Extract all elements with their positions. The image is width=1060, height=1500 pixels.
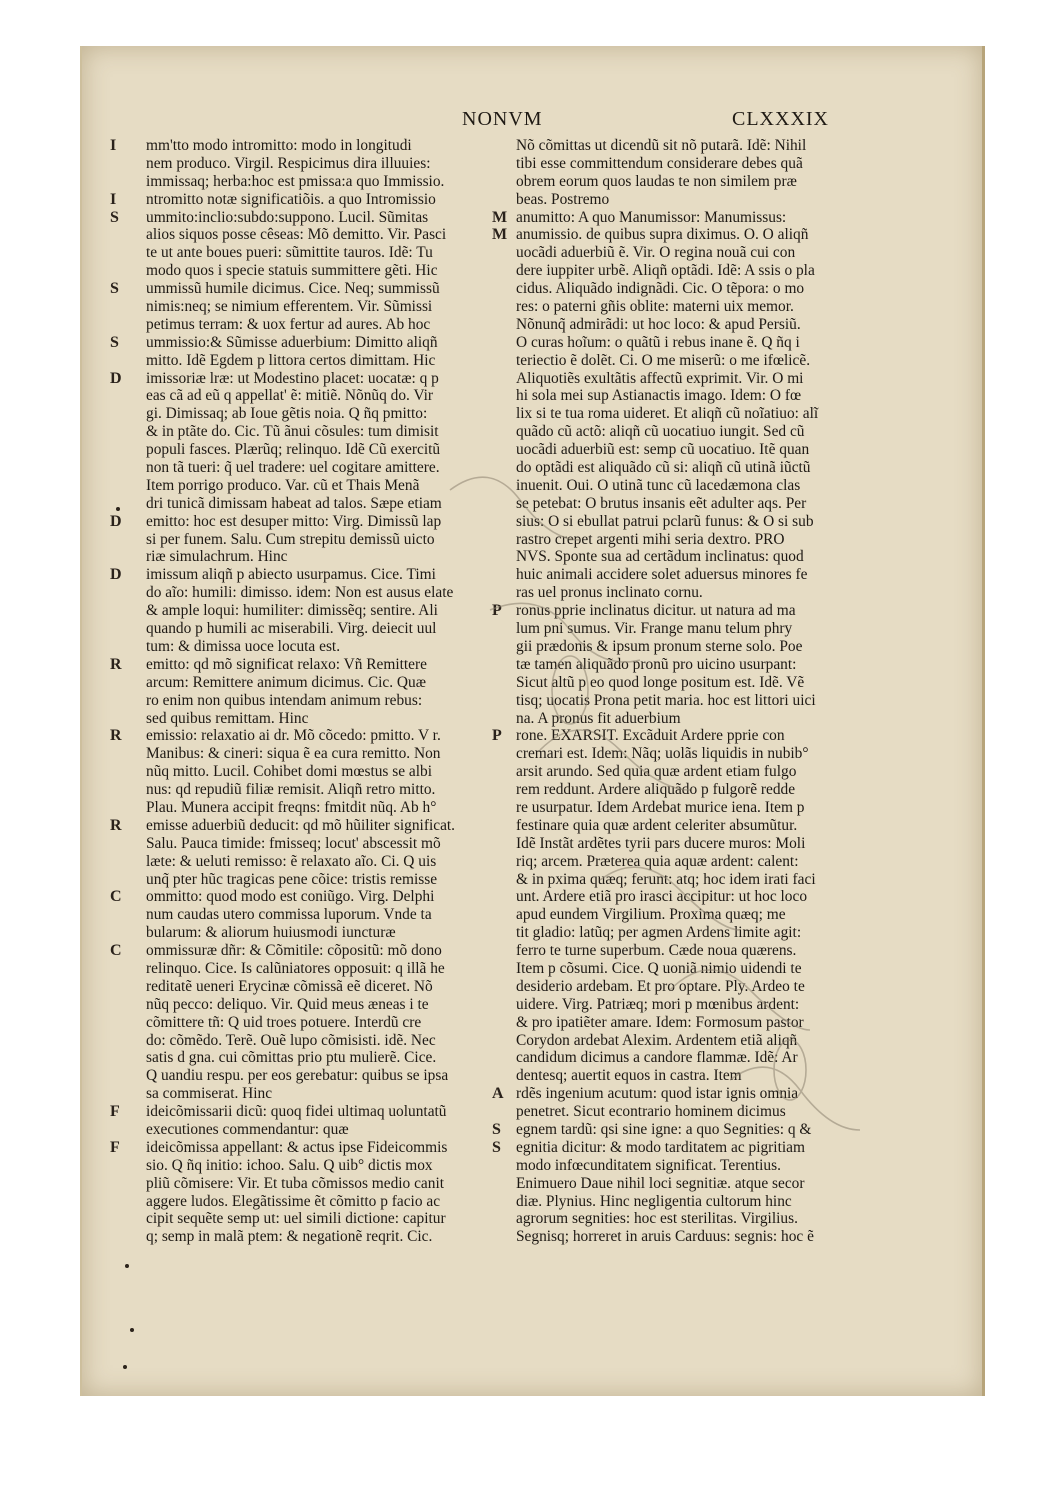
text-line	[110, 191, 495, 209]
text-line	[110, 781, 495, 799]
text-line	[492, 209, 852, 227]
text-line	[492, 244, 852, 262]
line-text: Aliquotiẽs exultãtis affectũ exprimit. Vir. O mi	[516, 369, 804, 387]
text-line	[110, 960, 495, 978]
line-text: reditatẽ ueneri Erycinæ cõmissã eẽ diceret. Nõ	[146, 977, 433, 995]
text-line	[110, 727, 495, 745]
text-line	[110, 316, 495, 334]
line-text: do: cõmẽdo. Terẽ. Ouẽ lupo cõmisisti. idẽ. Nec	[146, 1031, 436, 1049]
line-text: gii prædonis & ipsum pronum sterne solo. Poe	[516, 637, 803, 655]
text-line	[110, 1014, 495, 1032]
line-text: eas cã ad eũ q appellat' ẽ: mitiẽ. Nõnũq do. Vir	[146, 387, 434, 405]
text-line	[492, 871, 852, 889]
line-text: pliũ cõmisere: Vir. Et tuba cõmissos medio canit	[146, 1174, 445, 1192]
line-text: & in ptãte do. Cic. Tũ ãnui cõsules: tum dimisit	[146, 423, 439, 441]
initial-letter: R	[110, 727, 122, 745]
line-text: do aĩo: humili: dimisso. idem: Non est ausus elate	[146, 584, 454, 602]
line-text: q; semp in malã ptem: & negationẽ reqrit. Cic.	[146, 1228, 433, 1246]
line-text: Item p cõsumi. Cice. Q uoniã nimio uidendi te	[516, 959, 802, 977]
text-line	[492, 1210, 852, 1228]
text-line	[492, 477, 852, 495]
line-text: gi. Dimissaq; ab Ioue gẽtis noia. Q ñq pmitto:	[146, 405, 428, 423]
line-text: Item porrigo produco. Var. cũ et Thais Menã	[146, 476, 420, 494]
initial-letter: S	[110, 208, 119, 226]
text-line	[492, 370, 852, 388]
line-text: cremari est. Idem: Nãq; uolãs liquidis in nubib°	[516, 745, 809, 763]
text-line	[110, 1139, 495, 1157]
text-line	[110, 387, 495, 405]
line-text: modo infœcunditatem significat. Terentius.	[516, 1156, 781, 1174]
text-line	[110, 1228, 495, 1246]
line-text: hi sola mei sup Astianactis imago. Idem: O fœ	[516, 387, 802, 405]
initial-letter: C	[110, 942, 122, 960]
line-text: lix si te tua roma uideret. Et aliqñ cũ noĩatiuo: alĩ	[516, 405, 819, 423]
running-title: NONVM	[462, 108, 543, 130]
text-line	[492, 137, 852, 155]
text-line	[492, 352, 852, 370]
line-text: dri tunicã dimissam habeat ad talos. Sæpe etiam	[146, 494, 442, 512]
line-text: Q uandiu respu. per eos gerebatur: quibus se ipsa	[146, 1067, 449, 1085]
line-text: mitto. Idẽ Egdem p littora certos dimittam. Hic	[146, 351, 436, 369]
text-line	[110, 441, 495, 459]
line-text: NVS. Sponte sua ad certãdum inclinatus: quod	[516, 548, 804, 566]
text-line	[492, 584, 852, 602]
line-text: festinare quia quæ ardent celeriter absumũtur.	[516, 816, 798, 834]
line-text: tit gladio: latũq; per agmen Ardens limite agit:	[516, 924, 802, 942]
line-text: nũq pecco: deliquo. Vir. Quid meus æneas i te	[146, 995, 429, 1013]
line-text: ummissio:& Sũmisse aduerbium: Dimitto aliqñ	[146, 333, 438, 351]
line-text: imissum aliqñ p abiecto usurpamus. Cice. Timi	[146, 566, 436, 584]
line-text: nũq mitto. Lucil. Cohibet domi mœstus se albi	[146, 763, 432, 781]
line-text: ummito:inclio:subdo:suppono. Lucil. Sũmitas	[146, 208, 429, 226]
initial-letter: D	[110, 566, 122, 584]
text-line	[492, 566, 852, 584]
line-text: ronus pprie inclinatus dicitur. ut natura ad ma	[516, 602, 796, 620]
text-line	[110, 459, 495, 477]
line-text: se petebat: O brutus insanis eẽt adulter aqs. Per	[516, 494, 807, 512]
line-text: relinquo. Cice. Is calũniatores opposuit: q illã he	[146, 959, 445, 977]
margin-mark	[125, 1264, 129, 1268]
text-line	[110, 226, 495, 244]
line-text: uidere. Virg. Patriæq; mori p mœnibus ardent:	[516, 995, 800, 1013]
line-text: emisse aduerbiũ deducit: qd mõ hũiliter significat.	[146, 816, 456, 834]
left-column	[110, 137, 495, 1246]
text-line	[492, 226, 852, 244]
text-line	[110, 674, 495, 692]
text-line	[110, 1103, 495, 1121]
text-line	[110, 1032, 495, 1050]
initial-letter: F	[110, 1138, 120, 1156]
margin-mark	[116, 507, 120, 511]
text-line	[492, 710, 852, 728]
text-line	[492, 441, 852, 459]
text-line	[492, 799, 852, 817]
text-line	[110, 906, 495, 924]
line-text: emissio: relaxatio ai dr. Mõ cõcedo: pmitto. V r.	[146, 727, 441, 745]
line-text: ro enim non quibus intendam animum rebus:	[146, 691, 423, 709]
line-text: do optãdi est aliquãdo cũ si: aliqñ cũ utinã iũctũ	[516, 459, 811, 477]
line-text: cidus. Aliquãdo indignãdi. Cic. O tẽpora: o mo	[516, 280, 805, 298]
text-line	[492, 495, 852, 513]
line-text: mm'tto modo intromitto: modo in longitudi	[146, 137, 412, 154]
line-text: ntromitto notæ significatiõis. a quo Intromissio	[146, 190, 436, 208]
text-line	[110, 262, 495, 280]
text-line	[110, 620, 495, 638]
text-line	[110, 1085, 495, 1103]
text-line	[492, 1157, 852, 1175]
text-line	[492, 674, 852, 692]
line-text: emitto: hoc est desuper mitto: Virg. Dimissũ lap	[146, 512, 442, 530]
text-line	[492, 1139, 852, 1157]
text-line	[110, 1157, 495, 1175]
line-text: nus: qd repudiũ filiæ remisit. Aliqñ retro mitto.	[146, 781, 436, 799]
line-text: aggere ludos. Elegãtissime ẽt cõmitto p facio ac	[146, 1192, 441, 1210]
line-text: obrem eorum quos laudas te non similem præ	[516, 172, 797, 190]
text-line	[492, 638, 852, 656]
line-text: res: o paterni gñis oblite: materni uix memor.	[516, 298, 794, 316]
text-line	[110, 799, 495, 817]
text-line	[492, 1121, 852, 1139]
text-line	[110, 137, 495, 155]
line-text: alios siquos posse cêseas: Mõ demitto. Vir. Pasci	[146, 226, 447, 244]
line-text: Sicut altũ p eo quod longe positum est. Idẽ. Vẽ	[516, 673, 805, 691]
text-line	[110, 888, 495, 906]
text-line	[110, 996, 495, 1014]
line-text: quãdo cũ actõ: aliqñ cũ uocatiuo iungit. Sed cũ	[516, 423, 805, 441]
line-text: rone. EXARSIT. Excãduit Ardere pprie con	[516, 727, 785, 745]
text-line	[110, 853, 495, 871]
initial-letter: R	[110, 816, 122, 834]
line-text: arcum: Remittere animum dicimus. Cic. Quæ	[146, 673, 426, 691]
text-line	[110, 602, 495, 620]
line-text: diæ. Plynius. Hinc negligentia cultorum hinc	[516, 1192, 792, 1210]
text-line	[110, 423, 495, 441]
line-text: sius: O si ebullat patrui pclarũ funus: & O si sub	[516, 512, 814, 530]
line-text: cõmittere tñ: Q uid troes potuere. Interdũ cre	[146, 1013, 422, 1031]
line-text: nem produco. Virgil. Respicimus dira illuuies:	[146, 154, 431, 172]
line-text: læte: & ueluti remisso: ẽ relaxato aĩo. Ci. Q uis	[146, 852, 437, 870]
text-line	[492, 1032, 852, 1050]
line-text: ommissuræ dñr: & Cõmitile: cõpositũ: mõ dono	[146, 942, 442, 960]
text-line	[492, 602, 852, 620]
line-text: cipit sequẽte semp ut: uel simili dictione: capitur	[146, 1210, 446, 1228]
text-line	[492, 405, 852, 423]
line-text: rem reddunt. Ardere aliquãdo p fulgorẽ redde	[516, 781, 796, 799]
line-text: Corydon ardebat Alexim. Ardentem etiã aliqñ	[516, 1031, 798, 1049]
line-text: immissaq; herba:hoc est pmissa:a quo Immissio.	[146, 172, 445, 190]
text-line	[492, 1103, 852, 1121]
line-text: num caudas utero commissa luporum. Vnde ta	[146, 906, 432, 924]
text-line	[110, 513, 495, 531]
text-line	[110, 638, 495, 656]
text-line	[492, 960, 852, 978]
text-line	[110, 763, 495, 781]
line-text: rastro crepet argenti mihi seria dextro. PRO	[516, 530, 785, 548]
line-text: egnem tardũ: qsi sine igne: a quo Segnities: q &	[516, 1120, 812, 1138]
right-column	[492, 137, 852, 1246]
text-line	[110, 477, 495, 495]
text-line	[110, 405, 495, 423]
text-line	[492, 387, 852, 405]
line-text: ferro te turne superbum. Cæde noua quærens.	[516, 942, 797, 960]
text-line	[492, 316, 852, 334]
line-text: sio. Q ñq initio: ichoo. Salu. Q uib° dictis mox	[146, 1156, 433, 1174]
text-line	[110, 334, 495, 352]
text-line	[492, 459, 852, 477]
line-text: ummissũ humile dicimus. Cice. Neq; summissũ	[146, 280, 440, 298]
line-text: Manibus: & cineri: siqua ẽ ea cura remitto. Non	[146, 745, 441, 763]
text-line	[110, 692, 495, 710]
text-line	[492, 531, 852, 549]
text-line	[110, 835, 495, 853]
text-line	[110, 710, 495, 728]
line-text: inuenit. Oui. O utinã tunc cũ lacedæmona clas	[516, 476, 801, 494]
line-text: anumissio. de quibus supra diximus. O. O aliqñ	[516, 226, 809, 244]
line-text: tæ tamen aliquãdo pronũ pro uicino usurpant:	[516, 655, 797, 673]
text-line	[492, 924, 852, 942]
text-line	[492, 1049, 852, 1067]
initial-letter: S	[110, 333, 119, 351]
text-line	[110, 656, 495, 674]
text-line	[110, 817, 495, 835]
line-text: candidum dicimus a candore flammæ. Idẽ: Ar	[516, 1049, 798, 1067]
text-line	[110, 495, 495, 513]
line-text: ras uel pronus inclinato cornu.	[516, 584, 703, 602]
line-text: egnitia dicitur: & modo tarditatem ac pigritiam	[516, 1138, 805, 1156]
line-text: tisq; uocatis Prona petit maria. hoc est littori uici	[516, 691, 816, 709]
line-text: tibi esse committendum considerare debes quã	[516, 154, 803, 172]
text-line	[492, 155, 852, 173]
text-line	[110, 209, 495, 227]
initial-letter: F	[110, 1103, 120, 1121]
line-text: dere iuppiter urbẽ. Aliqñ optãdi. Idẽ: A ssis o pla	[516, 262, 815, 280]
text-line	[110, 871, 495, 889]
text-line	[492, 942, 852, 960]
line-text: dentesq; auertit equos in castra. Item	[516, 1067, 742, 1085]
text-line	[110, 155, 495, 173]
text-line	[492, 835, 852, 853]
line-text: nimis:neq; se nimium efferentem. Vir. Sũmissi	[146, 298, 433, 316]
text-line	[110, 1193, 495, 1211]
line-text: anumitto: A quo Manumissor: Manumissus:	[516, 208, 787, 226]
line-text: bularum: & aliorum huiusmodi iuncturæ	[146, 924, 396, 942]
text-line	[492, 1014, 852, 1032]
text-line	[492, 1228, 852, 1246]
text-line	[492, 763, 852, 781]
text-line	[110, 1210, 495, 1228]
initial-letter: D	[110, 512, 122, 530]
line-text: Segnisq; horreret in aruis Carduus: segnis: hoc ẽ	[516, 1228, 814, 1246]
text-line	[110, 1175, 495, 1193]
text-line	[492, 280, 852, 298]
initial-letter: M	[492, 226, 508, 244]
line-text: Plau. Munera accipit freqns: fmitdit nũq. Ab h°	[146, 798, 437, 816]
initial-letter: R	[110, 655, 122, 673]
text-line	[492, 1175, 852, 1193]
initial-letter: S	[492, 1120, 501, 1138]
text-line	[110, 298, 495, 316]
line-text: ideicõmissarii dicũ: quoq fidei ultimaq uoluntatũ	[146, 1103, 447, 1121]
text-line	[492, 656, 852, 674]
line-text: & in pxima quæq; ferunt: atq; hoc idem irati faci	[516, 870, 816, 888]
line-text: satis d gna. cui cõmittas prio ptu mulierẽ. Cice.	[146, 1049, 437, 1067]
line-text: unt. Ardere etiã pro irasci accipitur: ut hoc loco	[516, 888, 808, 906]
line-text: uocãdi aduerbiũ est: semp cũ uocatiuo. Itẽ quan	[516, 441, 810, 459]
text-line	[492, 745, 852, 763]
text-line	[492, 888, 852, 906]
line-text: arsit arundo. Sed quia quæ ardent etiam fulgo	[516, 763, 797, 781]
text-line	[110, 942, 495, 960]
text-line	[110, 978, 495, 996]
line-text: si per funem. Salu. Cum strepitu demissũ uicto	[146, 530, 435, 548]
line-text: huic animali accidere solet aduersus minores fe	[516, 566, 808, 584]
text-line	[492, 727, 852, 745]
text-line	[492, 978, 852, 996]
line-text: na. A pronus fit aduerbium	[516, 709, 681, 727]
margin-mark	[123, 1365, 127, 1369]
line-text: uocãdi aduerbiũ ẽ. Vir. O regina nouã cui con	[516, 244, 796, 262]
line-text: tum: & dimissa uoce locuta est.	[146, 637, 341, 655]
text-line	[492, 1193, 852, 1211]
initial-letter: C	[110, 888, 122, 906]
line-text: O curas hoĩum: o quãtũ i rebus inane ẽ. Q ñq i	[516, 333, 800, 351]
initial-letter: M	[492, 208, 508, 226]
text-line	[110, 548, 495, 566]
text-line	[492, 781, 852, 799]
line-text: rdẽs ingenium acutum: quod istar ignis omnia	[516, 1085, 799, 1103]
initial-letter: P	[492, 727, 502, 745]
line-text: modo quos i specie statuis summittere gẽti. Hic	[146, 262, 438, 280]
initial-letter: D	[110, 369, 122, 387]
line-text: apud eundem Virgilium. Proxima quæq; me	[516, 906, 786, 924]
line-text: non tã tueri: q̃ uel tradere: uel cogitare amittere.	[146, 459, 440, 477]
margin-mark	[130, 1328, 134, 1332]
running-head	[82, 108, 842, 138]
line-text: executiones commendantur: quæ	[146, 1120, 349, 1138]
text-line	[110, 352, 495, 370]
initial-letter: I	[110, 190, 117, 208]
text-line	[110, 566, 495, 584]
line-text: penetret. Sicut econtrario hominem dicimus	[516, 1103, 786, 1121]
line-text: ommitto: quod modo est coniũgo. Virg. Delphi	[146, 888, 435, 906]
text-line	[492, 853, 852, 871]
line-text: Salu. Pauca timide: fmisseq; locut' abscessit mõ	[146, 834, 441, 852]
line-text: Nõnunq̃ admirãdi: ut hoc loco: & apud Persiũ.	[516, 315, 801, 333]
line-text: re usurpatur. Idem Ardebat murice iena. Item p	[516, 798, 805, 816]
line-text: Enimuero Daue nihil loci segnitiæ. atque secor	[516, 1174, 805, 1192]
text-line	[110, 745, 495, 763]
text-line	[492, 1085, 852, 1103]
text-line	[492, 1067, 852, 1085]
text-line	[492, 191, 852, 209]
text-line	[492, 423, 852, 441]
text-line	[492, 298, 852, 316]
text-line	[492, 173, 852, 191]
text-line	[110, 370, 495, 388]
line-text: ideicõmissa appellant: & actus ipse Fideicommis	[146, 1138, 448, 1156]
line-text: te ut ante boues pueri: sũmittite tauros. Idẽ: Tu	[146, 244, 433, 262]
initial-letter: P	[492, 602, 502, 620]
folio-number: CLXXXIX	[732, 108, 829, 130]
text-line	[492, 548, 852, 566]
text-line	[492, 817, 852, 835]
line-text: & ample loqui: humiliter: dimissẽq; sentire. Ali	[146, 602, 438, 620]
line-text: riq; arcem. Præterea quia aquæ ardent: calent:	[516, 852, 799, 870]
text-line	[110, 1067, 495, 1085]
line-text: petimus terram: & uox fertur ad aures. Ab hoc	[146, 315, 431, 333]
initial-letter: I	[110, 137, 117, 154]
line-text: teriectio ẽ dolẽt. Ci. O me miserũ: o me ifœlicẽ.	[516, 351, 811, 369]
line-text: emitto: qd mõ significat relaxo: Vñ Remittere	[146, 655, 427, 673]
text-line	[110, 924, 495, 942]
text-line	[110, 531, 495, 549]
line-text: sed quibus remittam. Hinc	[146, 709, 309, 727]
text-line	[492, 513, 852, 531]
initial-letter: S	[492, 1138, 501, 1156]
line-text: unq̃ pter hũc tragicas pene cõice: tristis remisse	[146, 870, 438, 888]
text-line	[492, 692, 852, 710]
initial-letter: S	[110, 280, 119, 298]
text-line	[110, 1121, 495, 1139]
line-text: beas. Postremo	[516, 190, 610, 208]
line-text: Nõ cõmittas ut dicendũ sit nõ putarã. Idẽ: Nihil	[516, 137, 807, 154]
text-line	[110, 584, 495, 602]
line-text: sa commiserat. Hinc	[146, 1085, 273, 1103]
line-text: agrorum segnities: hoc est sterilitas. Virgilius.	[516, 1210, 798, 1228]
text-line	[492, 996, 852, 1014]
text-line	[110, 244, 495, 262]
line-text: desiderio ardebam. Et pro optare. Ply. Ardeo te	[516, 977, 805, 995]
line-text: riæ simulachrum. Hinc	[146, 548, 288, 566]
line-text: lum pni sumus. Vir. Frange manu telum phry	[516, 620, 793, 638]
text-line	[492, 262, 852, 280]
line-text: imissoriæ lræ: ut Modestino placet: uocatæ: q p	[146, 369, 439, 387]
line-text: quando p humili ac miserabili. Virg. deiecit uul	[146, 620, 437, 638]
text-line	[110, 1049, 495, 1067]
text-line	[492, 906, 852, 924]
text-line	[492, 334, 852, 352]
text-line	[110, 173, 495, 191]
line-text: populi fasces. Plærũq; relinquo. Idẽ Cũ exercitũ	[146, 441, 441, 459]
initial-letter: A	[492, 1085, 504, 1103]
text-line	[110, 280, 495, 298]
text-line	[492, 620, 852, 638]
line-text: & pro ipatiẽter amare. Idem: Formosum pastor	[516, 1013, 804, 1031]
line-text: Idẽ Instãt ardẽtes tyrii pars ducere muros: Moli	[516, 834, 806, 852]
